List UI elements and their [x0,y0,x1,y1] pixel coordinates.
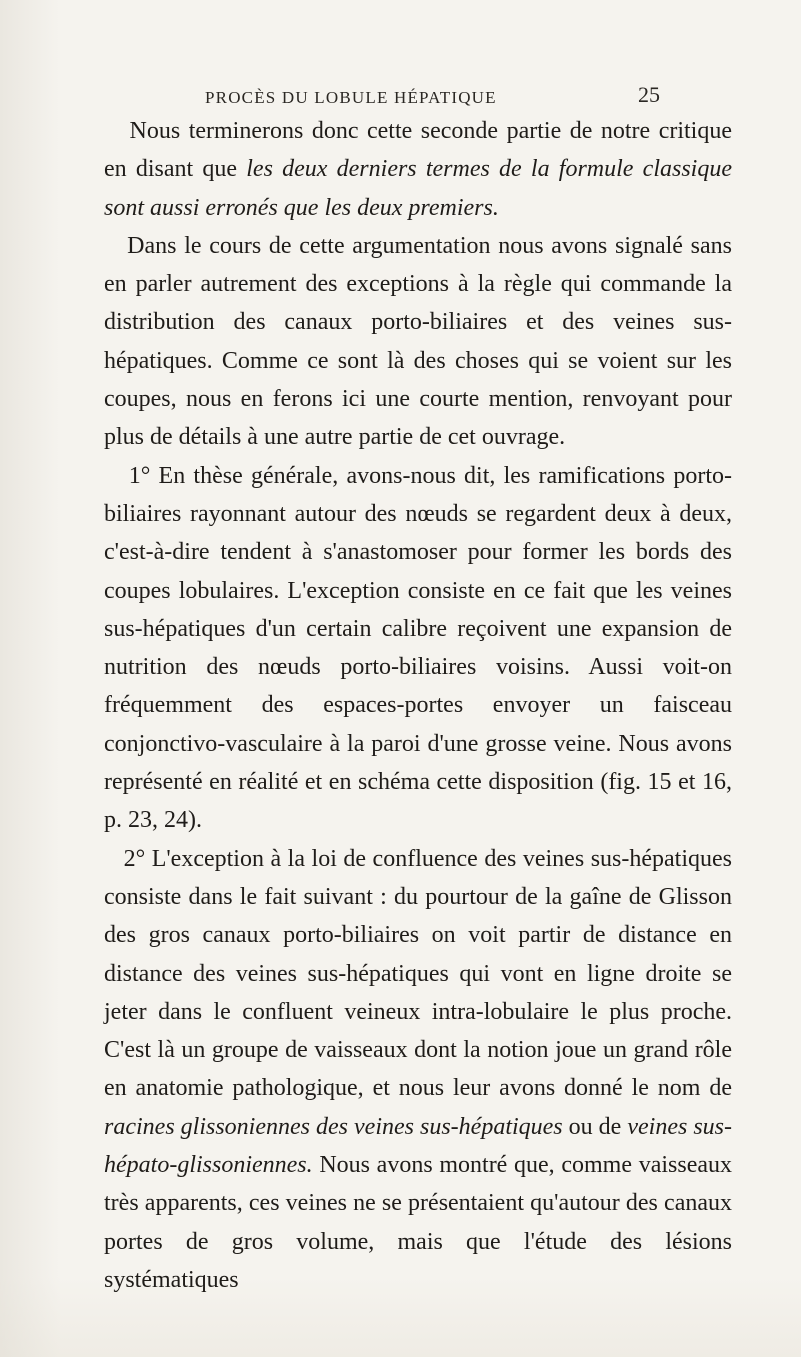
paragraph-first-exception-text: 1° En thèse générale, avons-nous dit, les ramifications porto-biliaires rayonnant autour des nœuds se regardent deux à deux, c'est-à-dire tendent à s'anastomoser pour former les bords des coupes lobulaires. L'exception consiste en ce fait que les veines sus-hépatiques d'un certain calibre reçoivent une expansion de nutrition des nœuds porto-biliaires voisins. Aussi voit-on fréquemment des espaces-portes envoyer un faisceau conjonctivo-vasculaire à la paroi d'une grosse veine. Nous avons représenté en réalité et en schéma cette disposition (fig. 15 et 16, p. 23, 24). [104,462,733,834]
paragraph-conclusion [104,112,732,227]
paragraph-first-exception [104,457,732,840]
paragraph-conclusion-text: Nous terminerons donc cette seconde partie de notre critique en disant que [104,118,732,183]
paragraph-exceptions-intro [104,227,732,457]
paragraph-conclusion-emphasis: les deux derniers termes de la formule classique sont aussi erronés que les deux premiers. [104,156,732,221]
page-number: 25 [638,82,660,107]
paragraph-second-exception-text-b: ou de [562,1113,628,1140]
paragraph-second-exception-term-2: veines sus-hépato-glissoniennes. [104,1113,733,1179]
running-head: PROCÈS DU LOBULE HÉPATIQUE [205,88,497,107]
paragraph-second-exception-text-c: Nous avons montré que, comme vaisseaux très apparents, ces veines ne se présentaient qu'autour des canaux portes de gros volume, mais que l'étude des lésions systématiques [104,1152,732,1293]
paragraph-second-exception-term-1: racines glissoniennes des veines sus-hépatiques [104,1113,563,1140]
paragraph-second-exception-text-a: 2° L'exception à la loi de confluence des veines sus-hépatiques consiste dans le fait suivant : du pourtour de la gaîne de Glisson des gros canaux porto-biliaires on voit partir de distance en distance des veines sus-hépatiques qui vont en ligne droite se jeter dans le confluent veineux intra-lobulaire le plus proche. C'est là un groupe de vaisseaux dont la notion joue un grand rôle en anatomie pathologique, et nous leur avons donné le nom de [104,845,733,1102]
body-text [104,112,732,1299]
paragraph-second-exception [104,840,732,1300]
paragraph-exceptions-intro-text: Dans le cours de cette argumentation nous avons signalé sans en parler autrement des exceptions à la règle qui commande la distribution des canaux porto-biliaires et des veines sus-hépatiques. Comme ce sont là des choses qui se voient sur les coupes, nous en ferons ici une courte mention, renvoyant pour plus de détails à une autre partie de cet ouvrage. [104,232,733,451]
